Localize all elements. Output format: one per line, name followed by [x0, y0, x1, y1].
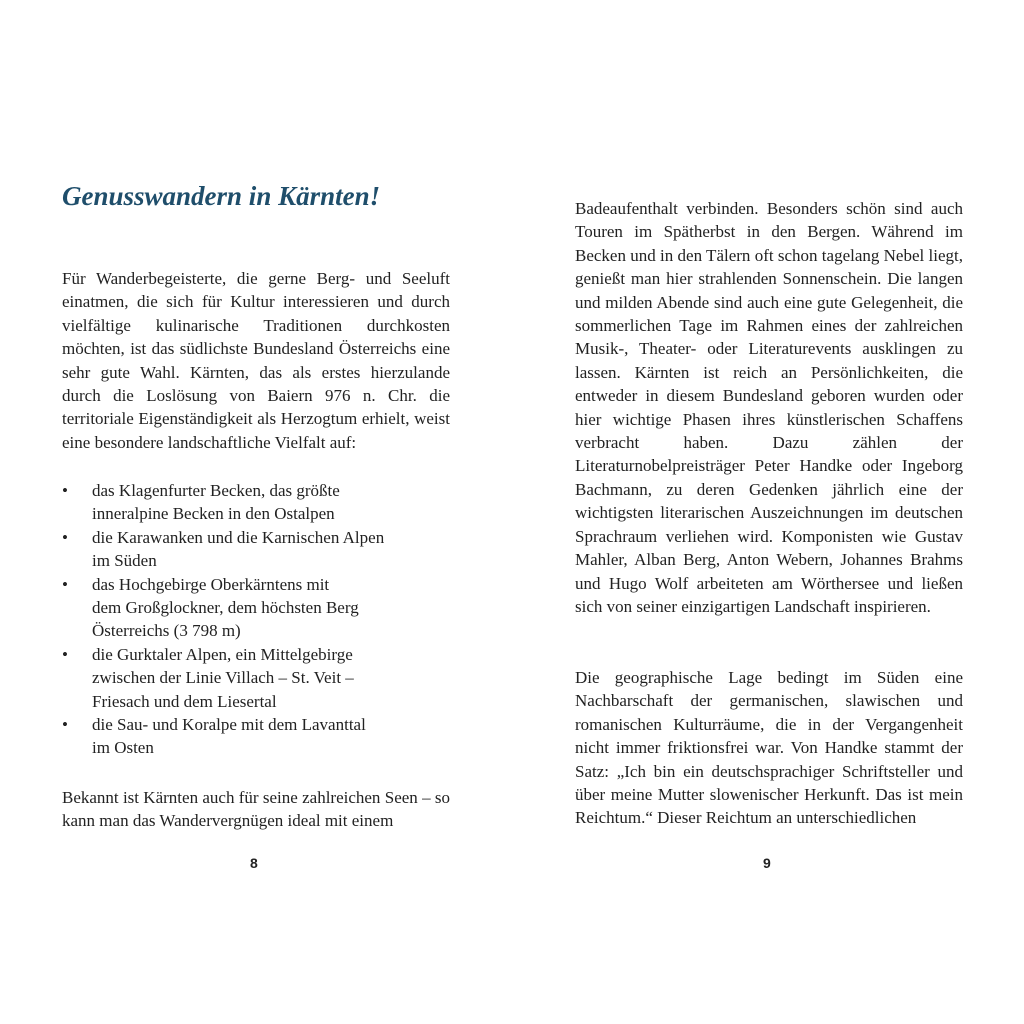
list-item: [62, 526, 450, 573]
list-item-line: die Sau- und Koralpe mit dem Lavanttal: [92, 715, 366, 735]
left-page: [62, 0, 450, 1024]
right-page: [575, 0, 963, 1024]
list-item-line: die Gurktaler Alpen, ein Mittelgebirge: [92, 644, 353, 664]
list-item-line: das Hochgebirge Oberkärntens mit: [92, 574, 330, 594]
list-item: [62, 573, 450, 643]
list-item-line: im Osten: [92, 738, 154, 758]
list-item: [62, 713, 450, 760]
lakes-paragraph: Bekannt ist Kärnten auch für seine zahlreichen Seen – so kann man das Wandervergnügen ideal mit einem: [62, 788, 450, 831]
list-item-line: zwischen der Linie Villach – St. Veit –: [92, 668, 354, 688]
intro-paragraph: Für Wanderbegeisterte, die gerne Berg- und Seeluft einatmen, die sich für Kultur interessieren und durch vielfältige kulinarische Traditionen durchkosten möchten, ist das südlichste Bundesland Österreichs eine sehr gute Wahl. Kärnten, das als erstes hierzulande durch die Loslösung von Baiern 976 n. Chr. die territoriale Eigenständigkeit als Herzogtum erhielt, weist eine besondere landschaftliche Vielfalt auf:: [62, 269, 450, 452]
geography-paragraph: Die geographische Lage bedingt im Süden eine Nachbarschaft der germanischen, slawischen und romanischen Kulturräume, die in der Vergangenheit nicht immer friktionsfrei war. Von Handke stammt der Satz: „Ich bin ein deutschsprachiger Schriftsteller und über meine Mutter slowenischer Herkunft. Das ist mein Reichtum.“ Dieser Reichtum an unterschiedlichen: [575, 668, 963, 828]
landscape-list: [62, 479, 450, 760]
list-item-line: inneralpine Becken in den Ostalpen: [92, 504, 335, 524]
list-item: [62, 479, 450, 526]
list-item-line: im Süden: [92, 551, 157, 571]
bullet-icon: •: [62, 527, 68, 547]
continuation-paragraph: Badeaufenthalt verbinden. Besonders schön sind auch Touren im Spätherbst in den Bergen. Während im Becken und in den Tälern oft schon tagelang Nebel liegt, genießt man hier strahlenden Sonnenschein. Die langen und milden Abende sind auch eine gute Gelegenheit, die sommerlichen Tage im Rahmen eines der zahlreichen Musik-, Theater- oder Literaturevents ausklingen zu lassen. Kärnten ist reich an Persönlichkeiten, die entweder in diesem Bundesland geboren wurden oder hier wichtige Phasen ihres künstlerischen Schaffens verbracht haben. Dazu zählen der Literaturnobelpreisträger Peter Handke oder Ingeborg Bachmann, zu deren Gedenken jährlich eine der wichtigsten literarischen Auszeichnungen im deutschen Sprachraum verliehen wird. Komponisten wie Gustav Mahler, Alban Berg, Anton Webern, Johannes Brahms und Hugo Wolf arbeiteten am Wörthersee und ließen sich von seiner einzigartigen Landschaft inspirieren.: [575, 199, 963, 616]
page-number: 8: [250, 855, 258, 871]
bullet-icon: •: [62, 715, 68, 735]
bullet-icon: •: [62, 481, 68, 500]
list-item-line: Österreichs (3 798 m): [92, 621, 241, 641]
list-item-line: das Klagenfurter Becken, das größte: [92, 481, 340, 500]
page-title: Genusswandern in Kärnten!: [62, 181, 381, 211]
bullet-icon: •: [62, 644, 68, 664]
page-number: 9: [763, 855, 771, 871]
bullet-icon: •: [62, 574, 68, 594]
list-item-line: Friesach und dem Liesertal: [92, 691, 277, 711]
list-item-line: die Karawanken und die Karnischen Alpen: [92, 527, 385, 547]
list-item: [62, 643, 450, 713]
list-item-line: dem Großglockner, dem höchsten Berg: [92, 598, 359, 618]
